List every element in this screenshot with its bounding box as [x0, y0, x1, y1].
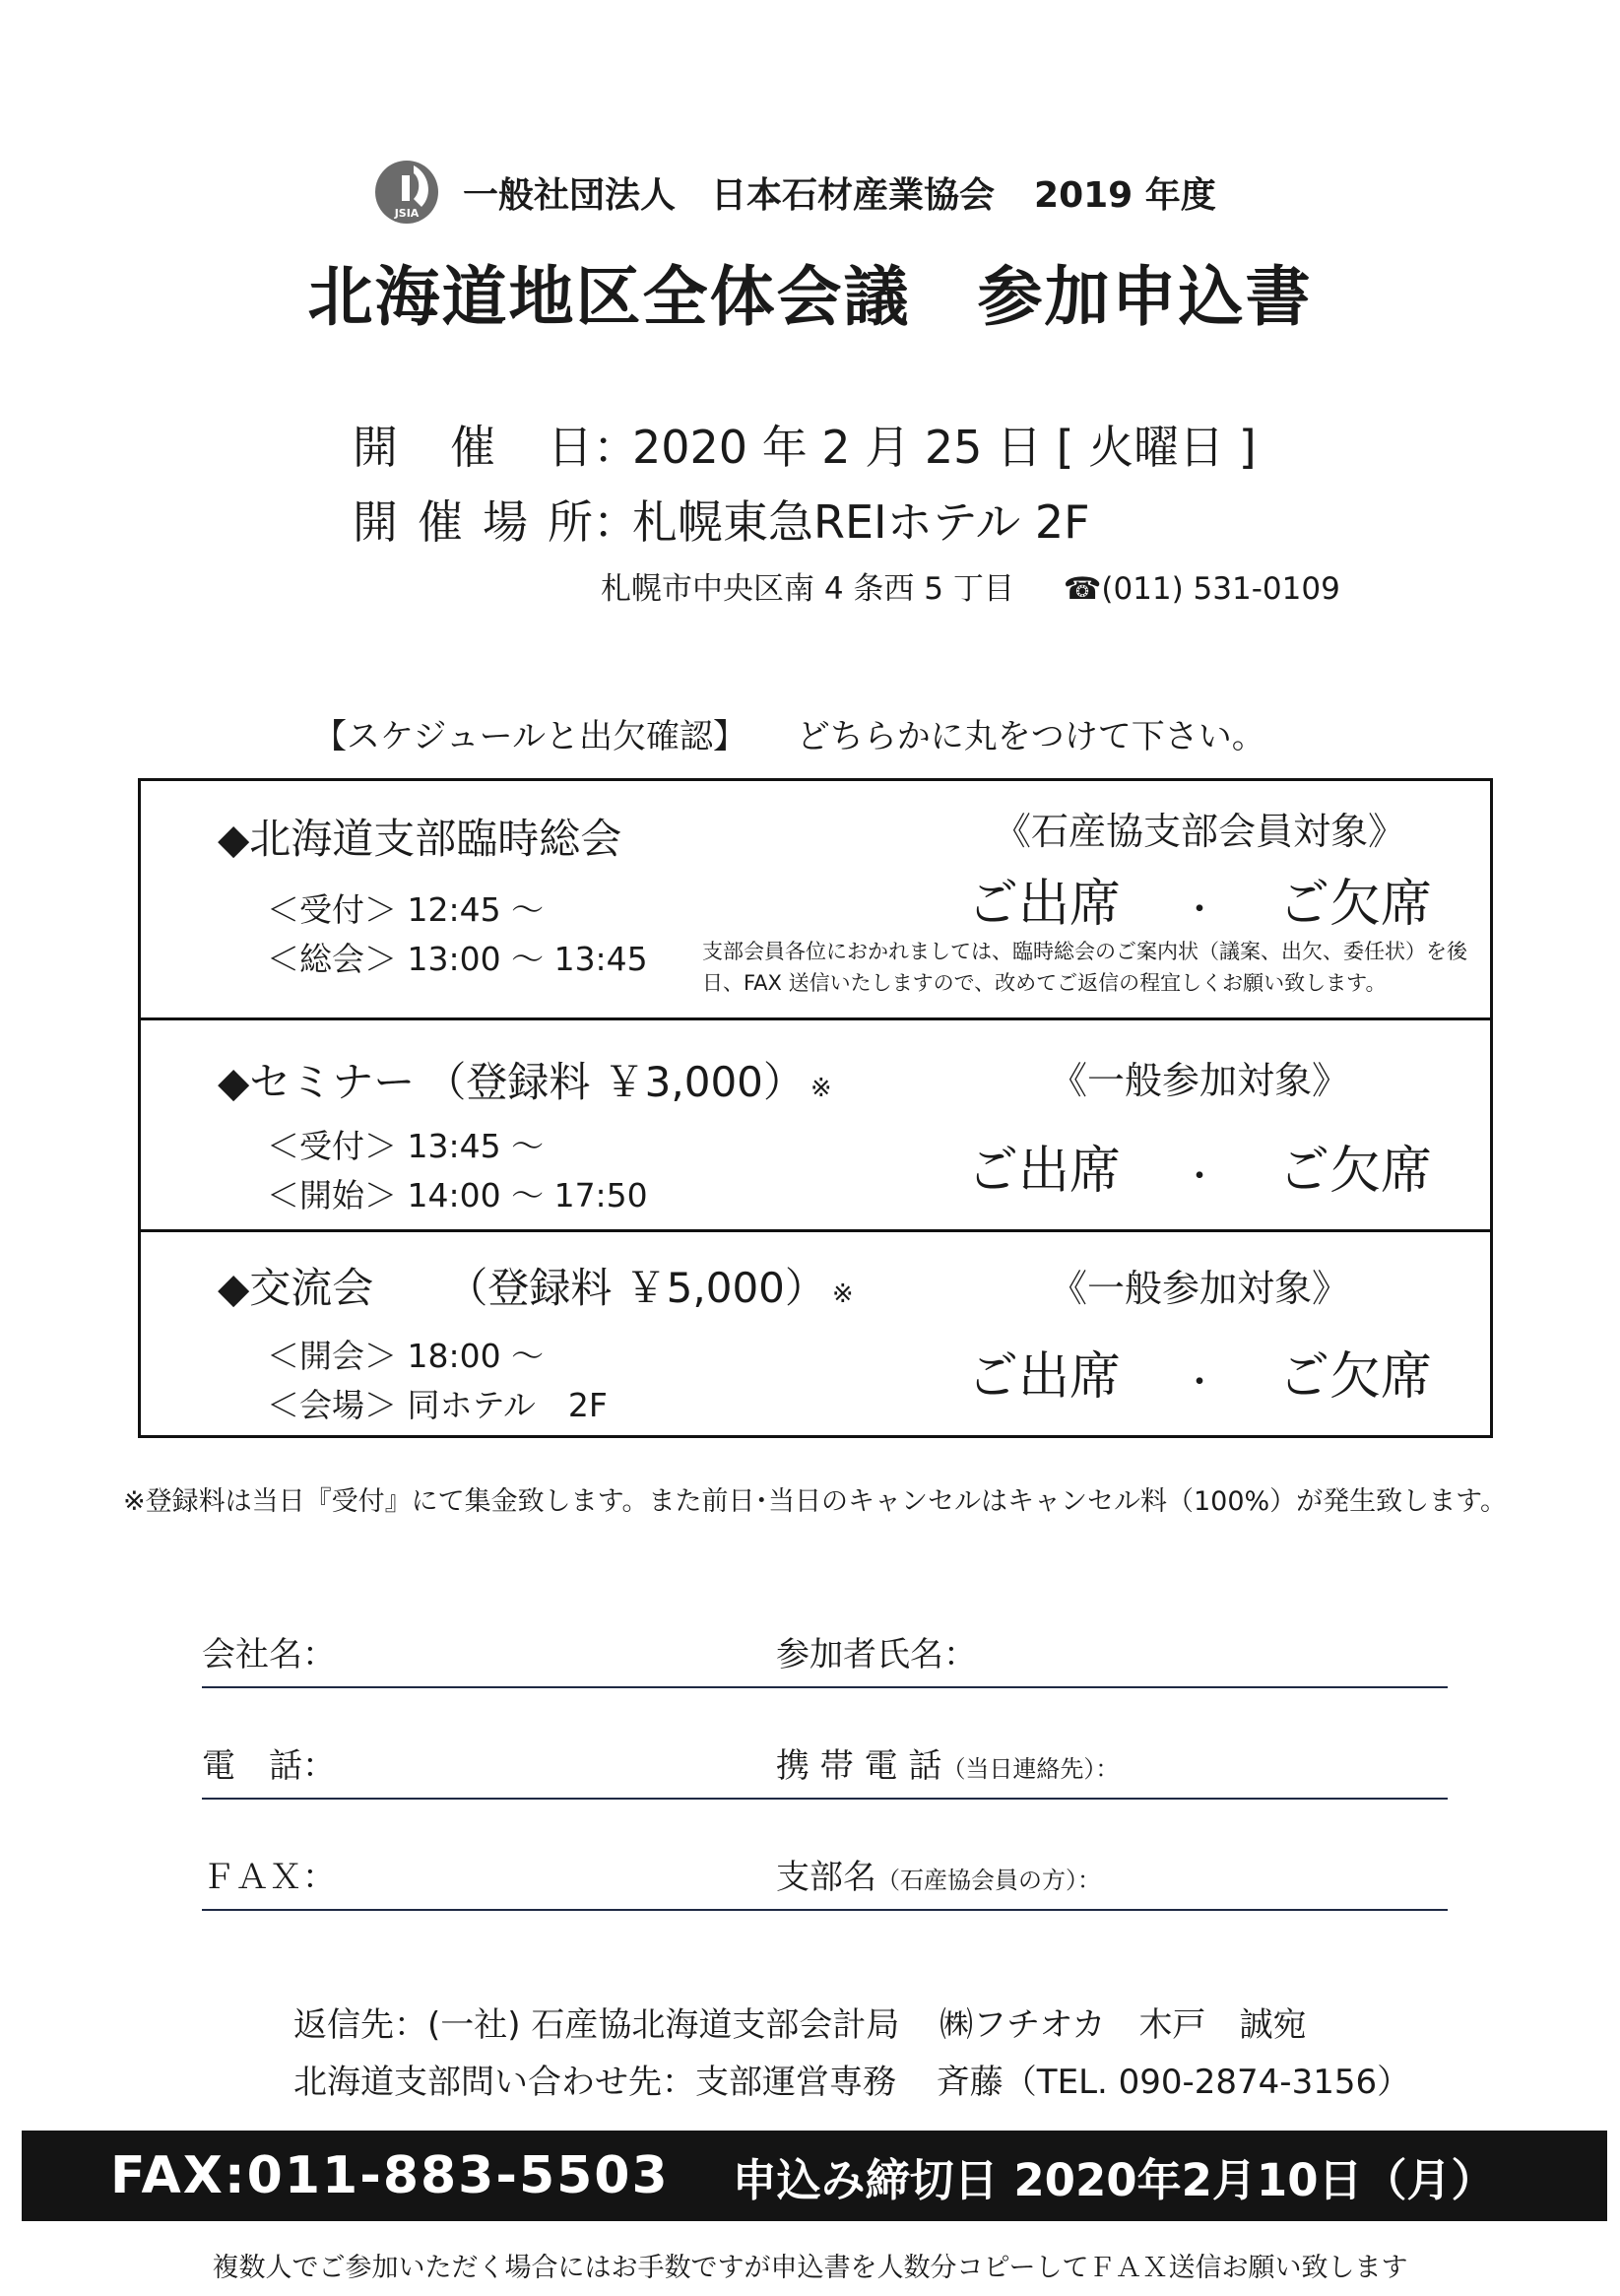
- participant-name-label: 参加者氏名：: [776, 1635, 977, 1674]
- label-char: 場: [483, 495, 528, 549]
- event-name: ◆北海道支部臨時総会: [218, 815, 622, 863]
- attend-option[interactable]: ご出席: [966, 1347, 1121, 1407]
- event-venue-value: 札幌東急REIホテル 2F: [632, 495, 1090, 549]
- mobile-phone-sublabel: （当日連絡先）：: [941, 1755, 1120, 1783]
- inquiry-contact: 北海道支部問い合わせ先：支部運営専務: [293, 2063, 896, 2102]
- svg-text:JSIA: JSIA: [394, 207, 420, 220]
- label-char: 所: [548, 495, 593, 549]
- venue-address: 札幌市中央区南 4 条西 5 丁目: [601, 571, 1014, 607]
- event-detail: ＜受付＞ 12:45 ～: [267, 890, 545, 929]
- rsvp-choice: [904, 862, 1495, 936]
- company-name-label: 会社名：: [202, 1635, 336, 1674]
- colon: ：: [593, 421, 638, 474]
- label-char: 催: [418, 495, 463, 549]
- document-title: 北海道地区全体会議 参加申込書: [307, 259, 1313, 335]
- member-note: 支部会員各位におかれましては、臨時総会のご案内状（議案、出欠、委任状）を後日、FAX 送信いたしますので、改めてご返信の程宜しくお願い致します。: [702, 940, 1467, 995]
- mobile-phone-label: 携 帯 電 話: [776, 1746, 942, 1786]
- label-char: 開: [353, 495, 398, 549]
- copy-instruction-note: 複数人でご参加いただく場合にはお手数ですが申込書を人数分コピーしてＦＡＸ送信お願い致します: [212, 2253, 1408, 2283]
- event-detail: ＜受付＞ 13:45 ～: [267, 1127, 545, 1165]
- schedule-row-seminar: [141, 1017, 1490, 1232]
- fee-mark: ※: [831, 1279, 854, 1309]
- venue-address-row: [601, 563, 1340, 608]
- schedule-heading-title: 【スケジュールと出欠確認】: [313, 717, 746, 756]
- venue-phone: ☎(011) 531-0109: [1063, 571, 1340, 607]
- event-fee: （登録料 ￥3,000）: [424, 1058, 805, 1106]
- branch-name-label: 支部名: [776, 1858, 876, 1897]
- phone-label: 電 話：: [202, 1746, 336, 1786]
- event-detail: ＜総会＞ 13:00 ～ 13:45: [267, 940, 648, 978]
- reply-to-line: [293, 1998, 1306, 2046]
- event-venue-label: [353, 487, 593, 552]
- fax-number: FAX:011-883-5503: [110, 2146, 670, 2205]
- branch-name-sublabel: （石産協会員の方）：: [876, 1867, 1101, 1894]
- event-detail: ＜開始＞ 14:00 ～ 17:50: [267, 1176, 648, 1214]
- fee-mark: ※: [810, 1074, 832, 1103]
- attend-option[interactable]: ご出席: [966, 875, 1121, 934]
- label-char: 開: [353, 421, 398, 474]
- event-date-row: [353, 412, 1257, 477]
- label-char: 日: [548, 421, 593, 474]
- branch-name-field[interactable]: [776, 1850, 1448, 1911]
- mobile-phone-field[interactable]: [776, 1738, 1448, 1800]
- event-fee: （登録料 ￥5,000）: [446, 1264, 826, 1312]
- absent-option[interactable]: ご欠席: [1278, 875, 1433, 934]
- label-char: 催: [450, 421, 495, 474]
- jsia-logo-icon: [374, 160, 439, 225]
- event-target: 《一般参加対象》: [1049, 1059, 1349, 1102]
- fee-footnote: ※登録料は当日『受付』にて集金致します。また前日･当日のキャンセルはキャンセル料（100%）が発生致します。: [123, 1486, 1507, 1517]
- rsvp-separator: ・: [1181, 889, 1217, 930]
- fax-deadline-bar: [22, 2131, 1607, 2221]
- event-name: ◆交流会: [218, 1264, 374, 1312]
- inquiry-person: 斉藤（TEL. 090-2874-3156）: [936, 2063, 1411, 2102]
- event-target: 《一般参加対象》: [1049, 1267, 1349, 1310]
- rsvp-choice: [904, 1335, 1495, 1409]
- event-title: [218, 1256, 854, 1315]
- event-detail: ＜開会＞ 18:00 ～: [267, 1337, 545, 1375]
- rsvp-separator: ・: [1181, 1362, 1217, 1403]
- event-target: 《石産協支部会員対象》: [993, 810, 1405, 853]
- event-date-label: [353, 412, 593, 477]
- rsvp-separator: ・: [1181, 1156, 1217, 1197]
- phone-field[interactable]: [202, 1738, 778, 1800]
- schedule-table: [138, 778, 1493, 1438]
- schedule-row-reception: [141, 1229, 1490, 1438]
- organization-line: [374, 158, 1216, 227]
- event-venue-row: [353, 487, 1090, 552]
- fax-field[interactable]: [202, 1850, 778, 1911]
- event-name: ◆セミナー: [218, 1058, 416, 1106]
- reply-to: 返信先：(一社) 石産協北海道支部会計局: [293, 2005, 900, 2045]
- attend-option[interactable]: ご出席: [966, 1142, 1121, 1201]
- event-title: [218, 807, 621, 866]
- company-name-field[interactable]: [202, 1627, 778, 1688]
- organization-name: 一般社団法人 日本石材産業協会: [463, 174, 996, 216]
- rsvp-choice: [904, 1129, 1495, 1203]
- reply-to-person: ㈱フチオカ 木戸 誠宛: [940, 2005, 1307, 2045]
- inquiry-line: [293, 2055, 1410, 2103]
- fax-label: ＦＡＸ：: [202, 1858, 336, 1897]
- schedule-heading: [313, 709, 1265, 757]
- colon: ：: [593, 495, 638, 549]
- participant-name-field[interactable]: [776, 1627, 1448, 1688]
- schedule-row-general-meeting: [141, 781, 1490, 1017]
- event-date-value: 2020 年 2 月 25 日 [ 火曜日 ]: [632, 421, 1257, 474]
- absent-option[interactable]: ご欠席: [1278, 1142, 1433, 1201]
- event-title: [218, 1050, 832, 1109]
- fiscal-year: 2019 年度: [1034, 174, 1216, 216]
- application-deadline: 申込み締切日 2020年2月10日（月）: [732, 2153, 1496, 2206]
- absent-option[interactable]: ご欠席: [1278, 1347, 1433, 1407]
- schedule-instruction: どちらかに丸をつけて下さい。: [796, 717, 1265, 756]
- event-detail: ＜会場＞ 同ホテル 2F: [267, 1386, 608, 1424]
